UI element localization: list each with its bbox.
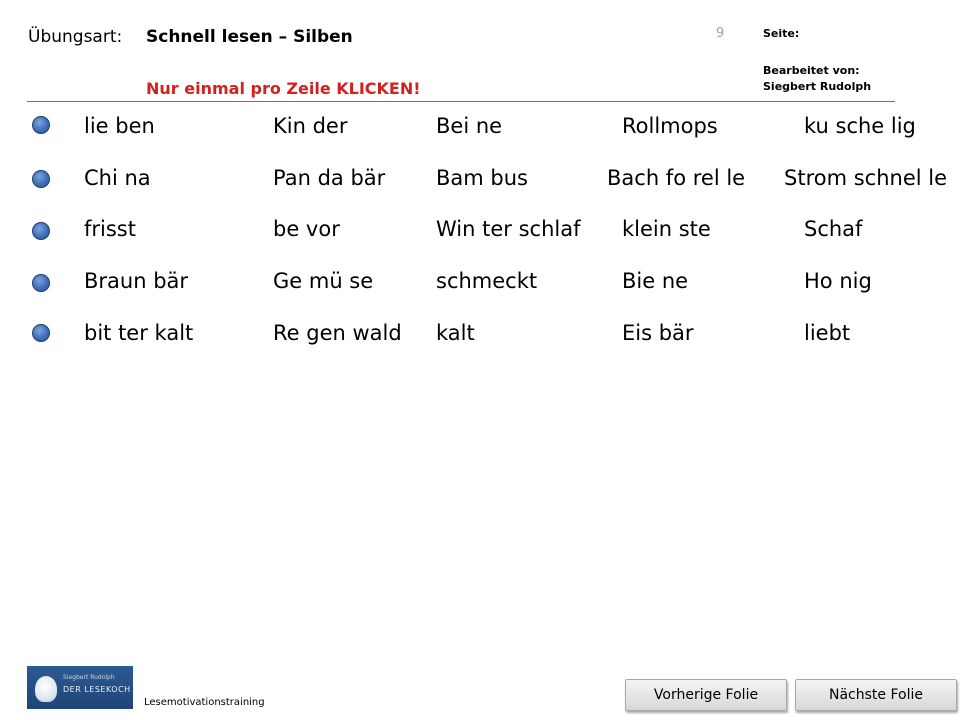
word-cell: Ge mü se xyxy=(273,269,374,293)
word-cell: Bei ne xyxy=(436,114,503,138)
edited-by-name: Siegbert Rudolph xyxy=(763,80,872,93)
word-cell: Kin der xyxy=(273,114,348,138)
word-cell: Bie ne xyxy=(622,269,689,293)
previous-slide-button[interactable]: Vorherige Folie xyxy=(625,679,787,711)
header-divider xyxy=(27,101,895,102)
exercise-title: Schnell lesen – Silben xyxy=(146,27,353,47)
next-slide-button[interactable]: Nächste Folie xyxy=(795,679,957,711)
word-cell: Strom schnel le xyxy=(784,166,948,190)
word-cell: lie ben xyxy=(84,114,155,138)
row-click-dot[interactable] xyxy=(32,324,50,342)
logo-author: Siegbert Rudolph xyxy=(63,674,115,681)
word-cell: be vor xyxy=(273,217,340,241)
row-click-dot[interactable] xyxy=(32,274,50,292)
word-cell: bit ter kalt xyxy=(84,321,194,345)
logo-brand: DER LESEKOCH xyxy=(63,685,131,694)
footer-caption: Lesemotivationstraining xyxy=(144,697,265,708)
word-cell: Pan da bär xyxy=(273,166,386,190)
row-click-dot[interactable] xyxy=(32,116,50,134)
word-cell: kalt xyxy=(436,321,475,345)
word-cell: Rollmops xyxy=(622,114,718,138)
row-click-dot[interactable] xyxy=(32,170,50,188)
exercise-type-label: Übungsart: xyxy=(28,27,123,47)
row-click-dot[interactable] xyxy=(32,222,50,240)
page-number: 9 xyxy=(716,26,725,41)
page-label: Seite: xyxy=(763,27,800,40)
word-cell: klein ste xyxy=(622,217,711,241)
lesekoch-logo xyxy=(27,666,133,709)
word-cell: Ho nig xyxy=(804,269,872,293)
word-cell: Eis bär xyxy=(622,321,694,345)
word-cell: Braun bär xyxy=(84,269,189,293)
word-cell: Win ter schlaf xyxy=(436,217,581,241)
edited-by xyxy=(763,63,871,95)
word-cell: Bach fo rel le xyxy=(607,166,746,190)
word-cell: frisst xyxy=(84,217,136,241)
instruction-hint: Nur einmal pro Zeile KLICKEN! xyxy=(146,79,421,98)
word-cell: Bam bus xyxy=(436,166,528,190)
word-cell: liebt xyxy=(804,321,851,345)
word-cell: schmeckt xyxy=(436,269,538,293)
edited-by-label: Bearbeitet von: xyxy=(763,64,860,77)
word-cell: Chi na xyxy=(84,166,151,190)
word-cell: ku sche lig xyxy=(804,114,916,138)
word-cell: Re gen wald xyxy=(273,321,402,345)
word-cell: Schaf xyxy=(804,217,863,241)
lightbulb-icon xyxy=(35,676,57,702)
